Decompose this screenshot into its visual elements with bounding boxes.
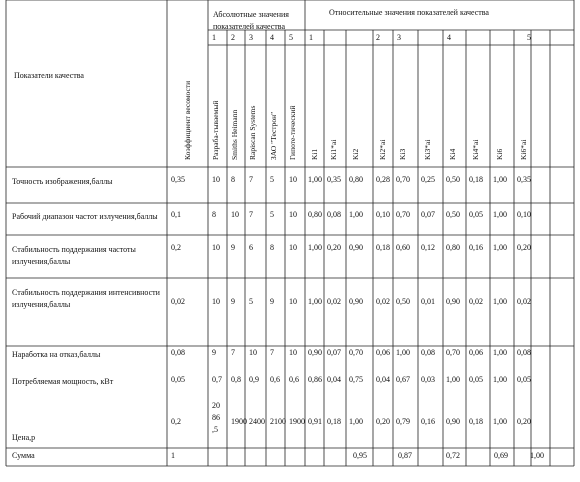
abs-col-num: 1 (212, 33, 216, 42)
abs-value-wrapped: 86 (212, 413, 220, 422)
abs-value: 6 (249, 243, 253, 252)
sum-weight: 1 (171, 451, 175, 460)
abs-col-header: Smiths Heimann (230, 109, 239, 160)
abs-value: 0,7 (212, 375, 222, 384)
abs-value: 10 (212, 297, 220, 306)
rel-value: 0,91 (308, 417, 322, 426)
abs-value: 1900 (231, 417, 247, 426)
rel-value: 0,05 (517, 375, 531, 384)
abs-value: 9 (270, 297, 274, 306)
row-weight: 0,35 (171, 175, 185, 184)
abs-value: 8 (270, 243, 274, 252)
abs-value: 8 (231, 175, 235, 184)
rel-value: 0,80 (308, 210, 322, 219)
weight-header: Коэффициент весомости (183, 80, 192, 160)
rel-value: 0,86 (308, 375, 322, 384)
rel-value: 0,50 (396, 297, 410, 306)
rel-value: 1,00 (493, 210, 507, 219)
rel-value: 1,00 (493, 243, 507, 252)
rel-value: 0,80 (349, 175, 363, 184)
row-label: Цена,р (12, 433, 36, 442)
abs-value: 7 (270, 348, 274, 357)
rel-col-header: Ki3 (398, 148, 407, 160)
rel-col-num: 3 (397, 33, 401, 42)
rel-col-header: Ki1 (310, 148, 319, 160)
abs-value: 9 (212, 348, 216, 357)
abs-col-header: ЗАО "Тестрон" (269, 111, 278, 160)
rel-value: 0,20 (327, 243, 341, 252)
rel-col-num: 1 (309, 33, 313, 42)
row-weight: 0,2 (171, 243, 181, 252)
rel-value: 0,12 (421, 243, 435, 252)
rel-value: 0,06 (469, 348, 483, 357)
row-label: Наработка на отказ,баллы (12, 350, 101, 359)
rel-value: 0,10 (376, 210, 390, 219)
rel-value: 0,90 (446, 417, 460, 426)
row-weight: 0,05 (171, 375, 185, 384)
rel-value: 0,20 (517, 417, 531, 426)
rel-col-num: 2 (376, 33, 380, 42)
abs-value-wrapped: 20 (212, 401, 220, 410)
rel-value: 0,50 (446, 175, 460, 184)
sum-value: 0,72 (446, 451, 460, 460)
rel-col-header: Ki3*ai (423, 139, 432, 160)
abs-value: 10 (289, 243, 297, 252)
absolute-header: Абсолютные значения показателей качества (213, 10, 289, 32)
rel-value: 0,08 (517, 348, 531, 357)
abs-col-num: 4 (270, 33, 274, 42)
abs-value: 7 (249, 175, 253, 184)
abs-value: 5 (270, 175, 274, 184)
indicators-header: Показатели качества (14, 71, 84, 80)
rel-value: 1,00 (493, 348, 507, 357)
abs-value: 5 (270, 210, 274, 219)
rel-col-num: 4 (447, 33, 451, 42)
row-label: Потребляемая мощность, кВт (12, 377, 114, 386)
rel-value: 0,08 (421, 348, 435, 357)
rel-value: 1,00 (396, 348, 410, 357)
row-label: Стабильность поддержания интенсивности излучения,баллы (12, 288, 160, 310)
row-label: Рабочий диапазон частот излучения,баллы (12, 212, 158, 221)
rel-value: 0,90 (349, 297, 363, 306)
rel-value: 0,03 (421, 375, 435, 384)
abs-value: 2100 (270, 417, 286, 426)
rel-value: 1,00 (308, 297, 322, 306)
rel-value: 0,18 (327, 417, 341, 426)
rel-value: 0,25 (421, 175, 435, 184)
rel-value: 1,00 (493, 417, 507, 426)
abs-col-num: 3 (249, 33, 253, 42)
sum-label: Сумма (12, 451, 35, 460)
rel-value: 0,16 (421, 417, 435, 426)
rel-value: 0,70 (446, 348, 460, 357)
abs-value: 7 (249, 210, 253, 219)
abs-value: 9 (231, 297, 235, 306)
rel-col-header: Ki6 (495, 148, 504, 160)
rel-value: 0,75 (349, 375, 363, 384)
abs-value: 10 (231, 210, 239, 219)
rel-value: 0,08 (327, 210, 341, 219)
rel-value: 0,02 (469, 297, 483, 306)
rel-value: 1,00 (308, 175, 322, 184)
rel-value: 0,06 (376, 348, 390, 357)
abs-value: 10 (212, 243, 220, 252)
sum-value: 0,87 (398, 451, 412, 460)
abs-col-num: 2 (231, 33, 235, 42)
abs-value: 2400 (249, 417, 265, 426)
rel-value: 0,70 (396, 175, 410, 184)
row-weight: 0,08 (171, 348, 185, 357)
sum-value: 0,95 (353, 451, 367, 460)
rel-value: 1,00 (349, 417, 363, 426)
abs-value: 10 (289, 348, 297, 357)
abs-value: 1900 (289, 417, 305, 426)
abs-value: 5 (249, 297, 253, 306)
abs-col-header: Разраба-тываемый (211, 100, 220, 160)
row-weight: 0,02 (171, 297, 185, 306)
row-label: Точность изображения,баллы (12, 177, 113, 186)
abs-value: 0,6 (270, 375, 280, 384)
rel-value: 1,00 (493, 375, 507, 384)
rel-value: 1,00 (446, 375, 460, 384)
abs-value: 10 (249, 348, 257, 357)
abs-col-header: Гипоте-тический (288, 105, 297, 160)
rel-value: 1,00 (493, 297, 507, 306)
rel-value: 0,67 (396, 375, 410, 384)
rel-value: 0,70 (349, 348, 363, 357)
sum-value: 0,69 (494, 451, 508, 460)
rel-value: 0,80 (446, 243, 460, 252)
rel-value: 0,20 (517, 243, 531, 252)
rel-col-header: Ki2*ai (378, 139, 387, 160)
rel-value: 1,00 (308, 243, 322, 252)
rel-value: 0,28 (376, 175, 390, 184)
rel-value: 0,35 (327, 175, 341, 184)
rel-value: 0,01 (421, 297, 435, 306)
rel-value: 0,90 (308, 348, 322, 357)
rel-value: 0,07 (327, 348, 341, 357)
row-weight: 0,1 (171, 210, 181, 219)
rel-value: 0,18 (469, 175, 483, 184)
row-weight: 0,2 (171, 417, 181, 426)
rel-value: 0,60 (396, 243, 410, 252)
abs-col-num: 5 (289, 33, 293, 42)
rel-value: 0,18 (469, 417, 483, 426)
rel-value: 0,20 (376, 417, 390, 426)
rel-value: 0,04 (327, 375, 341, 384)
rel-value: 1,00 (349, 210, 363, 219)
rel-value: 0,90 (446, 297, 460, 306)
rel-value: 0,50 (446, 210, 460, 219)
rel-col-header: Ki6*ai (519, 139, 528, 160)
abs-value: 10 (289, 210, 297, 219)
abs-value: 0,9 (249, 375, 259, 384)
rel-value: 0,05 (469, 210, 483, 219)
rel-col-header: Ki2 (351, 148, 360, 160)
abs-value: 0,6 (289, 375, 299, 384)
rel-value: 0,79 (396, 417, 410, 426)
rel-value: 0,05 (469, 375, 483, 384)
abs-value: 0,8 (231, 375, 241, 384)
abs-value: 10 (289, 175, 297, 184)
rel-value: 0,02 (376, 297, 390, 306)
rel-value: 0,02 (327, 297, 341, 306)
rel-value: 1,00 (493, 175, 507, 184)
abs-value: 7 (231, 348, 235, 357)
abs-value: 8 (212, 210, 216, 219)
abs-value-wrapped: ,5 (212, 425, 218, 434)
rel-col-header: Ki1*ai (329, 139, 338, 160)
rel-col-num: 5 (527, 33, 531, 42)
rel-value: 0,90 (349, 243, 363, 252)
rel-col-header: Ki4 (448, 148, 457, 160)
rel-value: 0,70 (396, 210, 410, 219)
rel-value: 0,10 (517, 210, 531, 219)
relative-header: Относительные значения показателей качества (329, 8, 489, 17)
rel-value: 0,07 (421, 210, 435, 219)
rel-value: 0,35 (517, 175, 531, 184)
abs-value: 10 (289, 297, 297, 306)
rel-value: 0,18 (376, 243, 390, 252)
rel-col-header: Ki4*ai (471, 139, 480, 160)
abs-value: 10 (212, 175, 220, 184)
rel-value: 0,04 (376, 375, 390, 384)
rel-value: 0,16 (469, 243, 483, 252)
rel-value: 0,02 (517, 297, 531, 306)
sum-value: 1,00 (530, 451, 544, 460)
abs-col-header: Rapiscan Systems (248, 105, 257, 160)
abs-value: 9 (231, 243, 235, 252)
row-label: Стабильность поддержания частоты излучения,баллы (12, 245, 136, 267)
